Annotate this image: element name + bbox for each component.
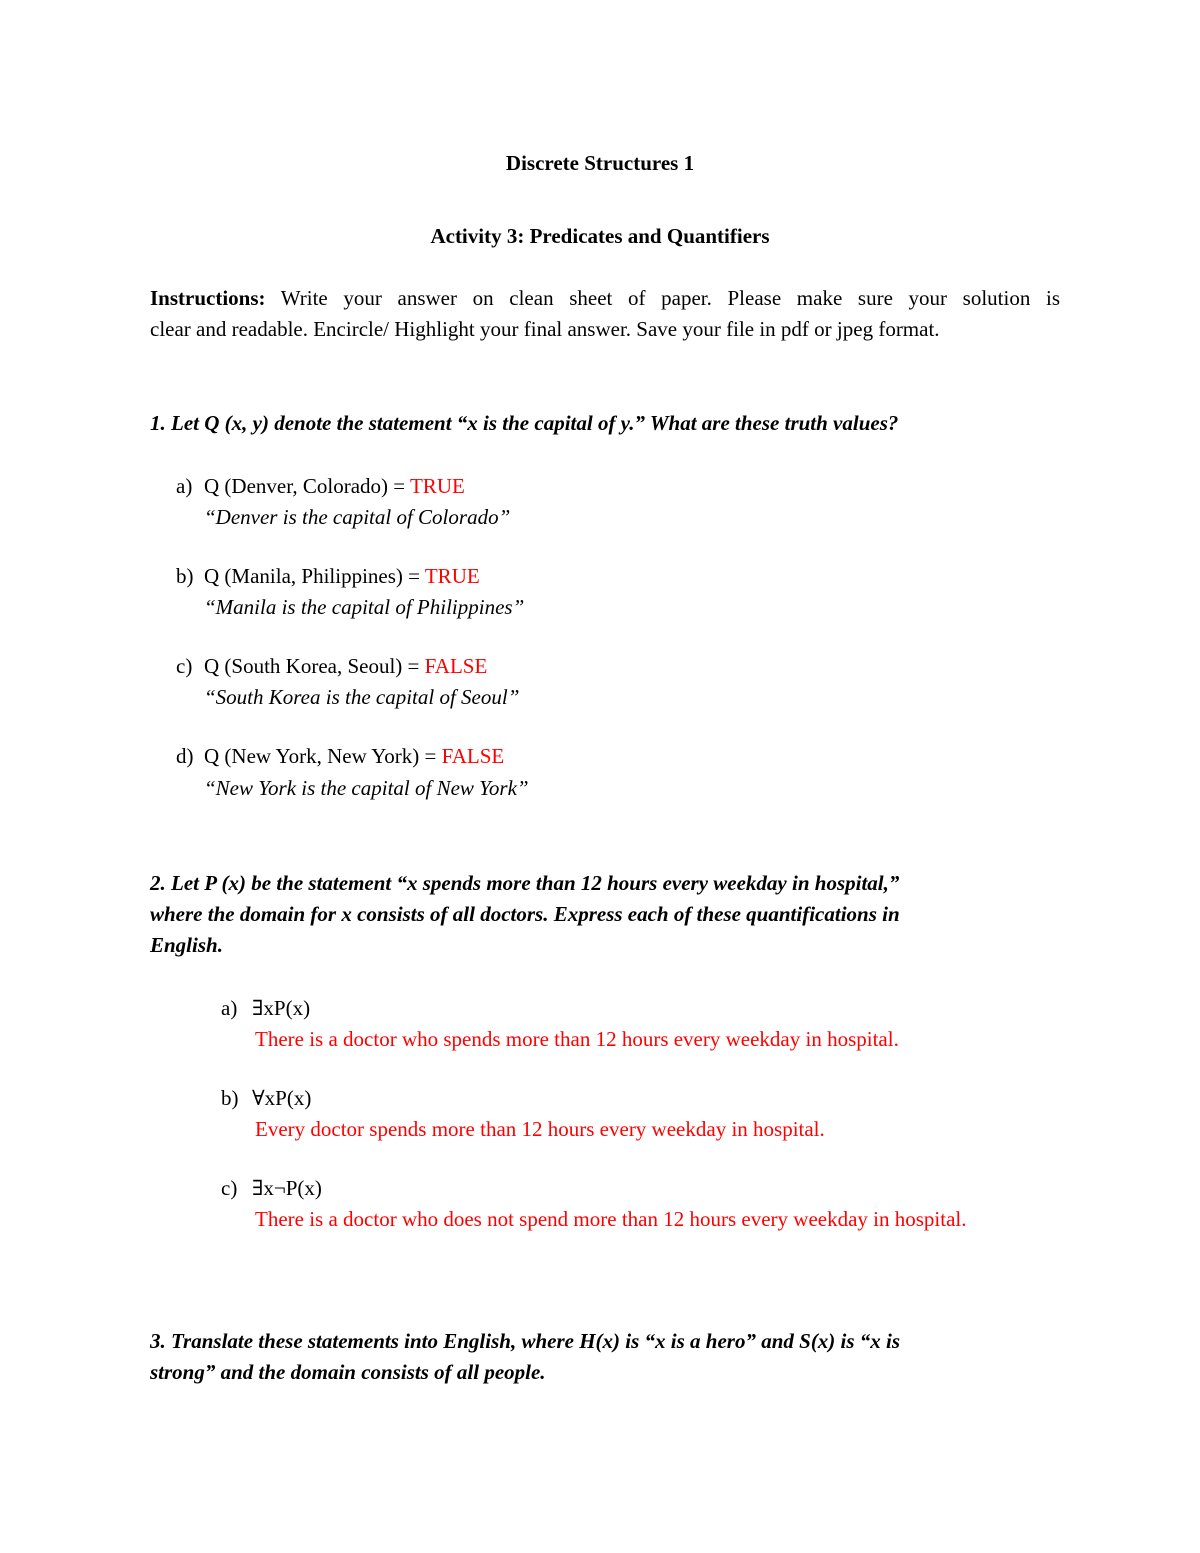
item-letter: c) [176, 654, 193, 678]
item-letter: c) [221, 1176, 238, 1200]
quantified-expression: ∃xP(x) [252, 996, 311, 1020]
instructions-line-1 [150, 285, 1060, 311]
item-letter: b) [176, 564, 194, 588]
truth-value-answer: FALSE [441, 744, 505, 768]
question-3-prompt-line-1: 3. Translate these statements into English, where H(x) is “x is a hero” and S(x) is “x is [150, 1329, 901, 1353]
expression-text: Q (New York, New York) = [204, 744, 442, 768]
item-letter: d) [176, 744, 194, 768]
english-answer: Every doctor spends more than 12 hours every weekday in hospital. [255, 1117, 825, 1141]
instructions-label: Instructions: [150, 286, 266, 310]
course-title: Discrete Structures 1 [505, 151, 695, 175]
instructions-text-1: Write your answer on clean sheet of paper. Please make sure your solution is [280, 286, 1060, 310]
question-2-prompt-line-1: 2. Let P (x) be the statement “x spends more than 12 hours every weekday in hospital,” [150, 871, 900, 895]
question-2-prompt-line-3: English. [150, 933, 223, 957]
item-letter: b) [221, 1086, 239, 1110]
expression-text: Q (South Korea, Seoul) = [204, 654, 425, 678]
item-note: “Manila is the capital of Philippines” [204, 595, 525, 619]
question-3-prompt-line-2: strong” and the domain consists of all people. [150, 1360, 546, 1384]
item-expression [204, 473, 465, 499]
expression-text: Q (Denver, Colorado) = [204, 474, 410, 498]
item-letter: a) [221, 996, 238, 1020]
question-2-prompt-line-2: where the domain for x consists of all doctors. Express each of these quantifications in [150, 902, 900, 926]
item-note: “Denver is the capital of Colorado” [204, 505, 511, 529]
activity-title: Activity 3: Predicates and Quantifiers [430, 224, 770, 248]
question-1-prompt: 1. Let Q (x, y) denote the statement “x is the capital of y.” What are these truth values? [150, 411, 899, 435]
item-expression [204, 743, 504, 769]
item-expression [204, 563, 480, 589]
quantified-expression: ∀xP(x) [252, 1086, 312, 1110]
truth-value-answer: TRUE [409, 474, 465, 498]
item-note: “South Korea is the capital of Seoul” [204, 685, 520, 709]
english-answer: There is a doctor who spends more than 12 hours every weekday in hospital. [255, 1027, 899, 1051]
instructions-line-2: clear and readable. Encircle/ Highlight your final answer. Save your file in pdf or jpeg format. [150, 317, 940, 341]
item-note: “New York is the capital of New York” [204, 776, 529, 800]
item-letter: a) [176, 474, 193, 498]
english-answer: There is a doctor who does not spend more than 12 hours every weekday in hospital. [255, 1207, 967, 1231]
truth-value-answer: TRUE [424, 564, 480, 588]
truth-value-answer: FALSE [424, 654, 488, 678]
quantified-expression: ∃x¬P(x) [252, 1176, 322, 1200]
item-expression [204, 653, 487, 679]
expression-text: Q (Manila, Philippines) = [204, 564, 425, 588]
